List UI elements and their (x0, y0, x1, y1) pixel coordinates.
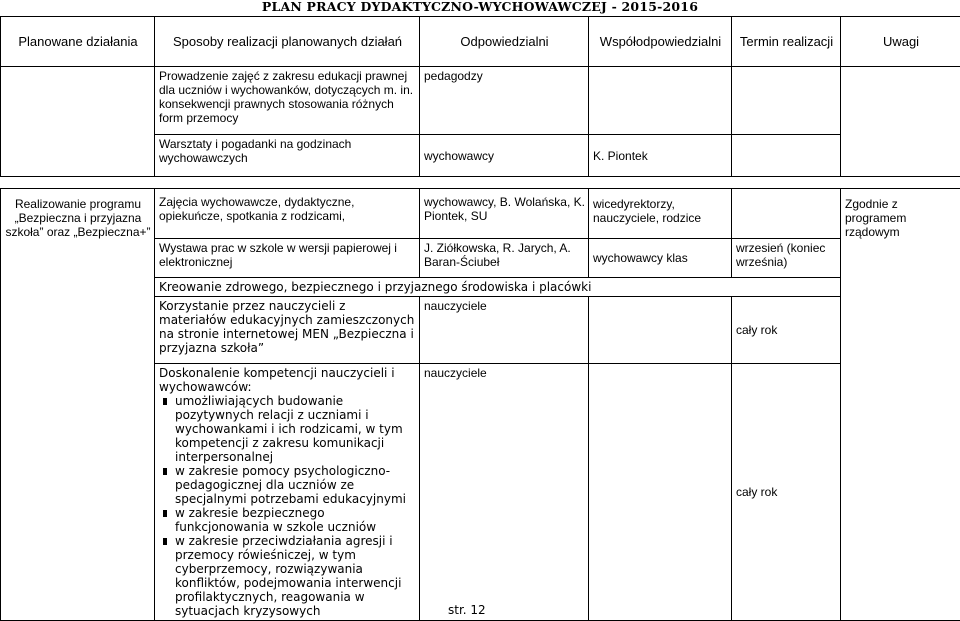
header-sposoby: Sposoby realizacji planowanych działań (155, 17, 420, 67)
cell-planowane: Realizowanie programu „Bezpieczna i przyjazna szkoła” oraz „Bezpieczna+” (1, 189, 155, 621)
cell-sposob (155, 364, 420, 621)
cell-wspolodpowiedzialni: wicedyrektorzy, nauczyciele, rodzice (589, 189, 732, 239)
sposob-intro: Doskonalenie kompetencji nauczycieli i wychowawców: (159, 366, 416, 394)
list-item: umożliwiających budowanie pozytywnych relacji z uczniami i wychowankami i ich rodzicami, w tym kompetencji z zakresu komunikacji interpersonalnej (175, 394, 416, 464)
header-odpowiedzialni: Odpowiedzialni (420, 17, 589, 67)
cell-odpowiedzialni: wychowawcy (420, 135, 589, 177)
cell-empty (589, 67, 732, 135)
list-item: w zakresie przeciwdziałania agresji i przemocy rówieśniczej, w tym cyberprzemocy, rozwiązywania konfliktów, podejmowania interwencji profilaktycznych, reagowania w sytuacjach kryzysowych (175, 534, 416, 618)
cell-empty (589, 364, 732, 621)
cell-termin: cały rok (732, 364, 841, 621)
list-item: w zakresie pomocy psychologiczno-pedagogicznej dla uczniów ze specjalnymi potrzebami edukacyjnymi (175, 464, 416, 506)
cell-empty (732, 67, 841, 135)
cell-empty (841, 67, 960, 177)
section-heading: Kreowanie zdrowego, bezpiecznego i przyjaznego środowiska i placówki (155, 278, 841, 297)
header-row (1, 17, 960, 67)
cell-sposob: Korzystanie przez nauczycieli z materiałów edukacyjnych zamieszczonych na stronie internetowej MEN „Bezpieczna i przyjazna szkoła” (155, 297, 420, 364)
header-planowane: Planowane działania (1, 17, 155, 67)
document-title: PLAN PRACY DYDAKTYCZNO-WYCHOWAWCZEJ - 2015-2016 (0, 0, 960, 13)
cell-termin: wrzesień (koniec września) (732, 239, 841, 278)
cell-empty (1, 67, 155, 177)
cell-termin: cały rok (732, 297, 841, 364)
cell-odpowiedzialni: J. Ziółkowska, R. Jarych, A. Baran-Ściubeł (420, 239, 589, 278)
table-row (1, 67, 960, 135)
header-wspolodpowiedzialni: Współodpowiedzialni (589, 17, 732, 67)
cell-odpowiedzialni: pedagodzy (420, 67, 589, 135)
cell-odpowiedzialni: nauczyciele (420, 364, 589, 621)
header-uwagi: Uwagi (841, 17, 960, 67)
plan-table (0, 16, 960, 621)
cell-odpowiedzialni: wychowawcy, B. Wolańska, K. Piontek, SU (420, 189, 589, 239)
cell-sposob: Prowadzenie zajęć z zakresu edukacji prawnej dla uczniów i wychowanków, dotyczących m. in. konsekwencji prawnych stosowania różnych form przemocy (155, 67, 420, 135)
cell-odpowiedzialni: nauczyciele (420, 297, 589, 364)
cell-empty (732, 189, 841, 239)
cell-empty (732, 135, 841, 177)
cell-sposob: Wystawa prac w szkole w wersji papierowej i elektronicznej (155, 239, 420, 278)
page-number: str. 12 (448, 603, 486, 617)
cell-sposob: Zajęcia wychowawcze, dydaktyczne, opiekuńcze, spotkania z rodzicami, (155, 189, 420, 239)
cell-empty (589, 297, 732, 364)
header-termin: Termin realizacji (732, 17, 841, 67)
cell-wspolodpowiedzialni: wychowawcy klas (589, 239, 732, 278)
spacer-row (1, 177, 960, 189)
cell-wspolodpowiedzialni: K. Piontek (589, 135, 732, 177)
bullet-list (159, 394, 416, 618)
table-row (1, 189, 960, 239)
cell-uwagi: Zgodnie z programem rządowym (841, 189, 960, 621)
list-item: w zakresie bezpiecznego funkcjonowania w szkole uczniów (175, 506, 416, 534)
cell-sposob: Warsztaty i pogadanki na godzinach wychowawczych (155, 135, 420, 177)
